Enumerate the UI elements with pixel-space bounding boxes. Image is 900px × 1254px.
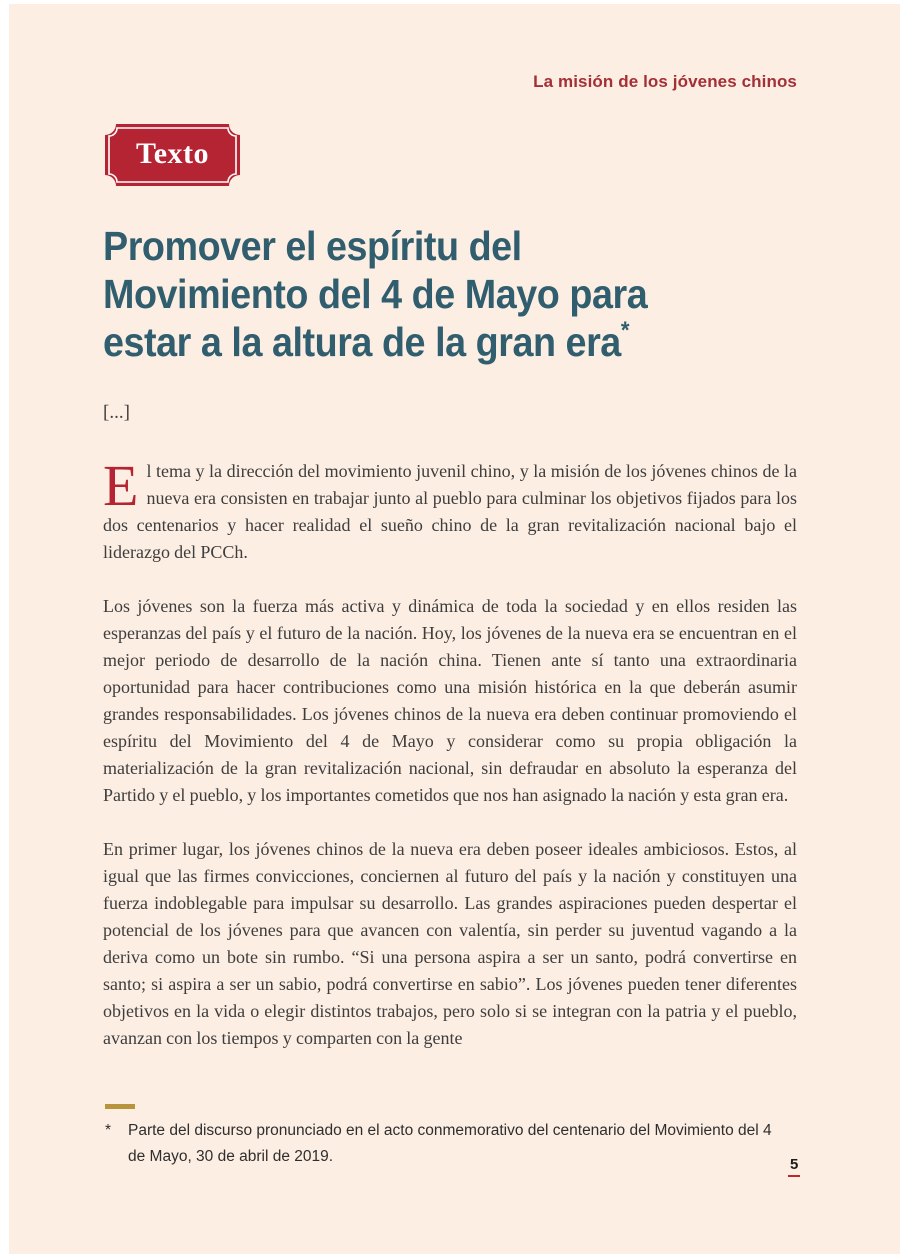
running-header: La misión de los jóvenes chinos: [533, 72, 797, 91]
page-edge-left: [0, 0, 9, 1254]
footer-area: [9, 1096, 900, 1254]
title-line-1: Promover el espíritu del: [103, 223, 522, 269]
badge-label: Texto: [135, 137, 210, 170]
paragraph-3: En primer lugar, los jóvenes chinos de la nueva era deben poseer ideales ambiciosos. Estos, al igual que las firmes convicciones, conciernen al futuro del país y la nación y constituyen una fuerza indoblegable para impulsar su desarrollo. Las grandes aspiraciones pueden despertar el potencial de los jóvenes para que avancen con valentía, sin perder su juventud vagando a la deriva como un bote sin rumbo. “Si una persona aspira a ser un santo, podrá convertirse en santo; si aspira a ser un sabio, podrá convertirse en sabio”. Los jóvenes pueden tener diferentes objetivos en la vida o elegir distintos trabajos, pero solo si se integran con la patria y el pueblo, avanzan con los tiempos y comparten con la gente: [103, 839, 797, 1048]
footnote: [105, 1118, 785, 1170]
title-line-2: Movimiento del 4 de Mayo para: [103, 271, 648, 317]
title-line-3: [103, 318, 747, 366]
footnote-line-2: de Mayo, 30 de abril de 2019.: [128, 1148, 334, 1165]
paragraph-1: [103, 458, 797, 566]
footnote-text: [128, 1118, 772, 1170]
article-title: [103, 222, 747, 366]
article-body: [103, 458, 797, 1098]
title-footnote-asterisk: *: [620, 317, 629, 344]
footnote-marker: *: [105, 1122, 112, 1139]
page-edge-top: [0, 0, 900, 4]
section-badge: [105, 124, 240, 186]
title-line-3-text: estar a la altura de la gran era: [103, 319, 621, 365]
footnote-line-1: Parte del discurso pronunciado en el acto conmemorativo del centenario del Movimiento del 4: [128, 1122, 772, 1139]
page-number: 5: [788, 1156, 800, 1177]
paragraph-2: Los jóvenes son la fuerza más activa y dinámica de toda la sociedad y en ellos residen las esperanzas del país y el futuro de la nación. Hoy, los jóvenes de la nueva era se encuentran en el mejor periodo de desarrollo de la nación china. Tienen ante sí tanto una extraordinaria oportunidad para hacer contribuciones como una misión histórica en la que deberán asumir grandes responsabilidades. Los jóvenes chinos de la nueva era deben continuar promoviendo el espíritu del Movimiento del 4 de Mayo y considerar como su propia obligación la materialización de la gran revitalización nacional, sin defraudar en absoluto la esperanza del Partido y el pueblo, y los importantes cometidos que nos han asignado la nación y esta gran era.: [103, 596, 797, 805]
footnote-divider: [105, 1104, 135, 1109]
paragraph-1-text: l tema y la dirección del movimiento juvenil chino, y la misión de los jóvenes chinos de la nueva era consisten en trabajar junto al pueblo para culminar los objetivos fijados para los dos centenarios y hacer realidad el sueño chino de la gran revitalización nacional bajo el liderazgo del PCCh.: [103, 461, 797, 562]
drop-cap: E: [103, 458, 139, 518]
omission-mark: [...]: [103, 402, 130, 423]
